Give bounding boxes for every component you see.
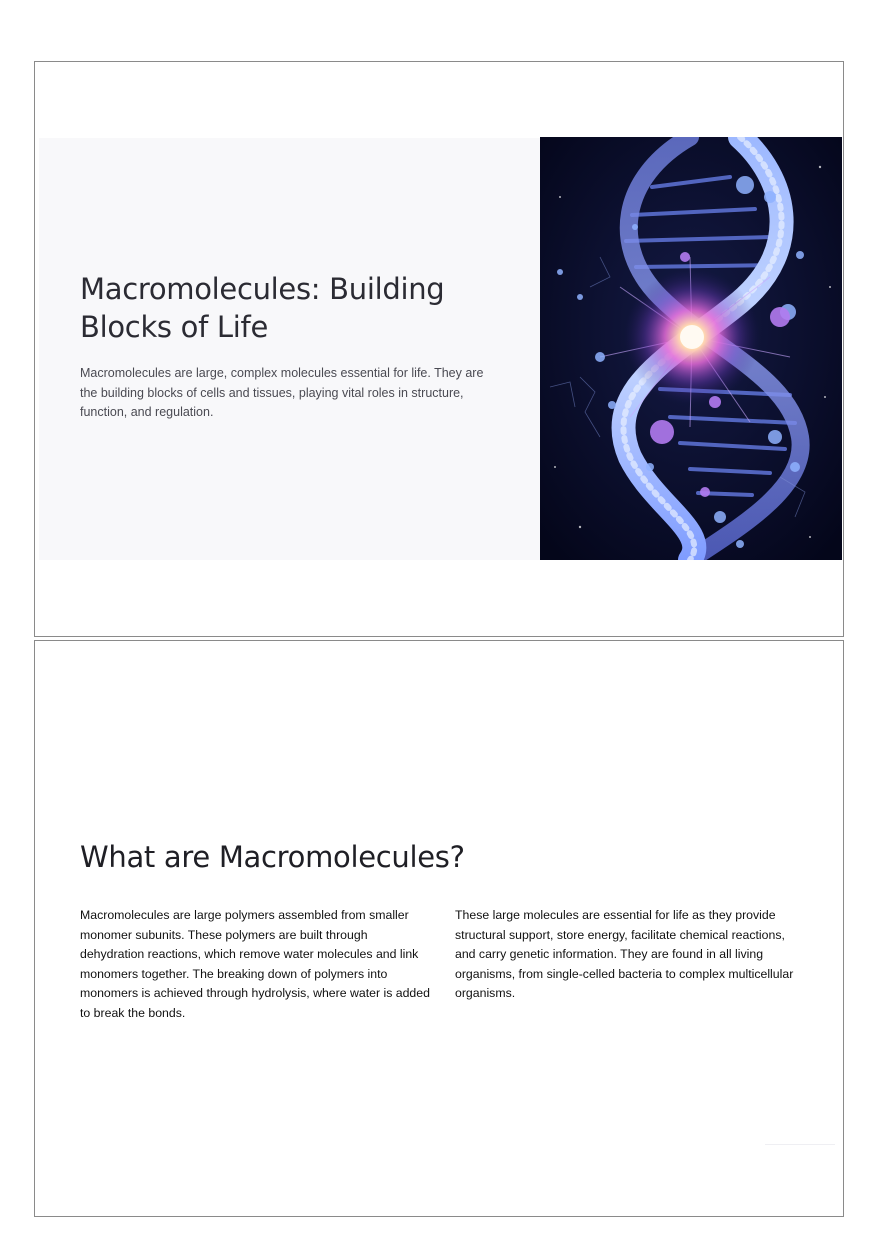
- slide-2: [34, 640, 844, 1217]
- dna-illustration: [540, 137, 842, 560]
- slide-1-title: Macromolecules: Building Blocks of Life: [80, 272, 445, 344]
- faint-divider: [765, 1144, 835, 1145]
- right-paragraph: These large molecules are essential for life as they provide structural support, store energy, facilitate chemical reactions, and carry genetic information. They are found in all living organisms, from single-celled bacteria to complex multicellular organisms.: [455, 908, 794, 1000]
- slide-2-title: What are Macromolecules?: [80, 840, 465, 874]
- slide-1: [34, 61, 844, 637]
- dna-helix-graphic: [540, 137, 842, 560]
- title-panel: [39, 138, 541, 560]
- left-paragraph: Macromolecules are large polymers assembled from smaller monomer subunits. These polymers are built through dehydration reactions, which remove water molecules and link monomers together. The breaking down of polymers into monomers is achieved through hydrolysis, where water is added to break the bonds.: [80, 908, 430, 1020]
- slide-1-body: Macromolecules are large, complex molecules essential for life. They are the building blocks of cells and tissues, playing vital roles in structure, function, and regulation.: [80, 366, 484, 419]
